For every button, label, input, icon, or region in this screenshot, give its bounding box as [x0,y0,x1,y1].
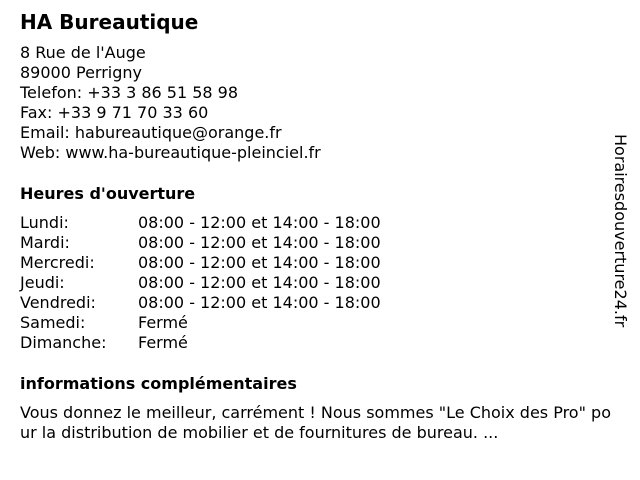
hours-table [20,213,381,353]
day-hours: 08:00 - 12:00 et 14:00 - 18:00 [138,233,381,252]
phone-line: Telefon: +33 3 86 51 58 98 [20,83,239,102]
day-hours: 08:00 - 12:00 et 14:00 - 18:00 [138,253,381,272]
info-description: Vous donnez le meilleur, carrément ! Nous sommes "Le Choix des Pro" pour la distribution de mobilier et de fournitures de bureau. ... [20,403,611,442]
contact-block [20,43,620,163]
day-label: Mardi: [20,233,70,252]
day-label: Jeudi: [20,273,65,292]
day-label: Samedi: [20,313,86,332]
day-hours: 08:00 - 12:00 et 14:00 - 18:00 [138,273,381,292]
info-heading: informations complémentaires [20,374,297,393]
hours-row [20,293,381,313]
web-line: Web: www.ha-bureautique-pleinciel.fr [20,143,321,162]
address-city: 89000 Perrigny [20,63,142,82]
address-street: 8 Rue de l'Auge [20,43,146,62]
business-card [20,10,620,442]
day-label: Vendredi: [20,293,96,312]
site-watermark: Horairesdouverture24.fr [611,134,630,328]
fax-line: Fax: +33 9 71 70 33 60 [20,103,209,122]
day-hours: 08:00 - 12:00 et 14:00 - 18:00 [138,293,381,312]
hours-row [20,333,381,353]
hours-row [20,253,381,273]
day-hours: 08:00 - 12:00 et 14:00 - 18:00 [138,213,381,232]
day-hours: Fermé [138,313,188,332]
day-label: Dimanche: [20,333,107,352]
hours-row [20,233,381,253]
hours-heading: Heures d'ouverture [20,184,196,203]
hours-row [20,313,381,333]
hours-row [20,213,381,233]
day-label: Mercredi: [20,253,95,272]
day-hours: Fermé [138,333,188,352]
business-name: HA Bureautique [20,10,199,34]
hours-row [20,273,381,293]
day-label: Lundi: [20,213,69,232]
email-line: Email: habureautique@orange.fr [20,123,282,142]
